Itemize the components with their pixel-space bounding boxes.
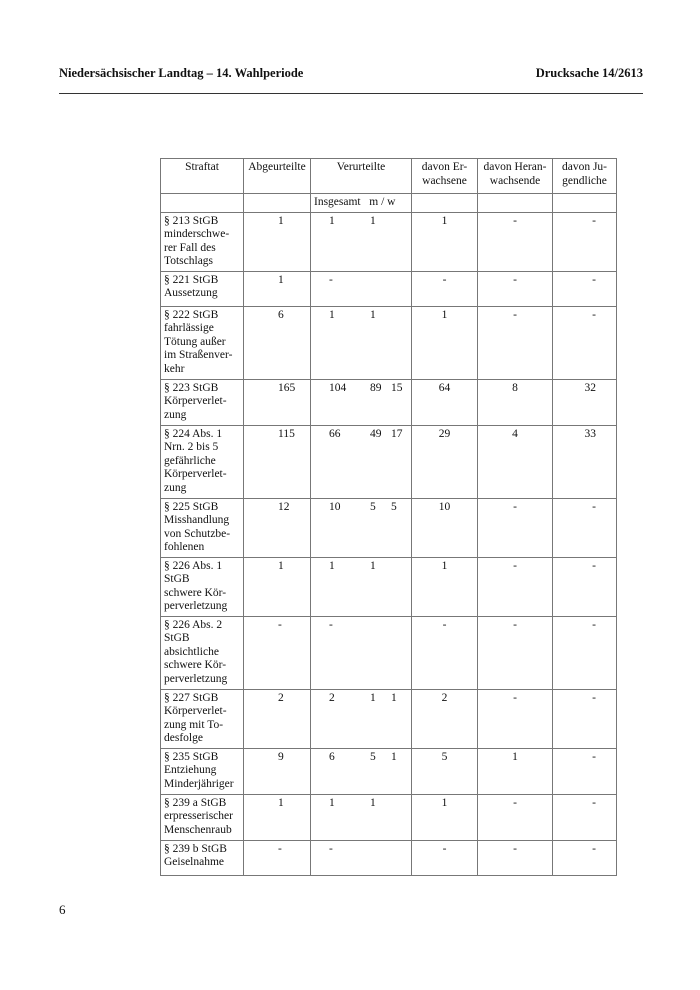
- cell-verurteilte-m: 5: [370, 750, 376, 763]
- cell-jugendliche: -: [553, 689, 617, 748]
- cell-verurteilte-insgesamt: -: [329, 273, 333, 286]
- cell-verurteilte: [311, 557, 412, 616]
- cell-heranwachsende: -: [478, 498, 553, 557]
- cell-verurteilte-m: 49: [370, 427, 382, 440]
- table-row: [161, 748, 617, 794]
- cell-verurteilte-insgesamt: 104: [329, 381, 347, 394]
- cell-abgeurteilte: -: [244, 616, 311, 689]
- cell-verurteilte: [311, 271, 412, 306]
- cell-verurteilte-w: 1: [391, 750, 397, 763]
- cell-straftat: § 213 StGB minderschwe- rer Fall des Totschlags: [161, 212, 244, 271]
- cell-erwachsene: 2: [412, 689, 478, 748]
- cell-verurteilte-insgesamt: 66: [329, 427, 341, 440]
- cell-jugendliche: -: [553, 840, 617, 875]
- cell-erwachsene: 5: [412, 748, 478, 794]
- cell-jugendliche: -: [553, 271, 617, 306]
- cell-verurteilte-m: 89: [370, 381, 382, 394]
- table-row: [161, 794, 617, 840]
- table-row: [161, 306, 617, 379]
- cell-abgeurteilte: 1: [244, 794, 311, 840]
- column-header-verurteilte: Verurteilte: [311, 159, 412, 194]
- cell-erwachsene: 29: [412, 425, 478, 498]
- cell-verurteilte: [311, 689, 412, 748]
- cell-verurteilte-insgesamt: 1: [329, 559, 335, 572]
- cell-verurteilte: [311, 212, 412, 271]
- cell-verurteilte-insgesamt: 1: [329, 214, 335, 227]
- cell-heranwachsende: 8: [478, 379, 553, 425]
- cell-heranwachsende: -: [478, 689, 553, 748]
- cell-jugendliche: -: [553, 212, 617, 271]
- cell-abgeurteilte: 1: [244, 557, 311, 616]
- table-row: [161, 498, 617, 557]
- column-header-heranwachsende: davon Heran- wachsende: [478, 159, 553, 194]
- cell-jugendliche: -: [553, 748, 617, 794]
- cell-verurteilte: [311, 616, 412, 689]
- cell-heranwachsende: 4: [478, 425, 553, 498]
- cell-straftat: § 222 StGB fahrlässige Tötung außer im Straßenver- kehr: [161, 306, 244, 379]
- table-row: [161, 689, 617, 748]
- cell-heranwachsende: -: [478, 794, 553, 840]
- cell-abgeurteilte: 115: [244, 425, 311, 498]
- cell-verurteilte-insgesamt: 1: [329, 796, 335, 809]
- cell-heranwachsende: -: [478, 271, 553, 306]
- column-header-straftat: Straftat: [161, 159, 244, 194]
- cell-erwachsene: 1: [412, 306, 478, 379]
- cell-straftat: § 223 StGB Körperverlet- zung: [161, 379, 244, 425]
- table-row: [161, 379, 617, 425]
- cell-verurteilte-w: 1: [391, 691, 397, 704]
- column-header-abgeurteilte: Abgeurteilte: [244, 159, 311, 194]
- cell-jugendliche: -: [553, 557, 617, 616]
- cell-jugendliche: -: [553, 794, 617, 840]
- cell-straftat: § 235 StGB Entziehung Minderjähriger: [161, 748, 244, 794]
- cell-verurteilte-m: 1: [370, 559, 376, 572]
- cell-erwachsene: 1: [412, 794, 478, 840]
- cell-verurteilte-w: 15: [391, 381, 403, 394]
- header-rule: [59, 93, 643, 94]
- cell-verurteilte: [311, 425, 412, 498]
- column-header-jugendliche: davon Ju- gendliche: [553, 159, 617, 194]
- cell-verurteilte-insgesamt: 10: [329, 500, 341, 513]
- cell-straftat: § 225 StGB Misshandlung von Schutzbe- fohlenen: [161, 498, 244, 557]
- cell-erwachsene: -: [412, 840, 478, 875]
- table-header-row: [161, 159, 617, 194]
- cell-verurteilte-insgesamt: -: [329, 842, 333, 855]
- cell-verurteilte: [311, 498, 412, 557]
- cell-heranwachsende: -: [478, 616, 553, 689]
- cell-jugendliche: -: [553, 306, 617, 379]
- cell-verurteilte-insgesamt: 6: [329, 750, 335, 763]
- cell-verurteilte: [311, 306, 412, 379]
- cell-abgeurteilte: 2: [244, 689, 311, 748]
- header-document-number: Drucksache 14/2613: [535, 66, 643, 80]
- cell-erwachsene: 10: [412, 498, 478, 557]
- cell-abgeurteilte: 1: [244, 212, 311, 271]
- cell-straftat: § 227 StGB Körperverlet- zung mit To- desfolge: [161, 689, 244, 748]
- table-row: [161, 840, 617, 875]
- cell-verurteilte-w: 17: [391, 427, 403, 440]
- cell-verurteilte: [311, 748, 412, 794]
- table-row: [161, 271, 617, 306]
- table-row: [161, 616, 617, 689]
- page-header: [59, 66, 643, 86]
- table-subheader-row: [161, 194, 617, 213]
- cell-verurteilte-m: 5: [370, 500, 376, 513]
- cell-heranwachsende: -: [478, 306, 553, 379]
- cell-verurteilte-m: 1: [370, 691, 376, 704]
- cell-erwachsene: -: [412, 271, 478, 306]
- cell-jugendliche: 33: [553, 425, 617, 498]
- cell-straftat: § 224 Abs. 1 Nrn. 2 bis 5 gefährliche Körperverlet- zung: [161, 425, 244, 498]
- table-row: [161, 212, 617, 271]
- cell-straftat: § 221 StGB Aussetzung: [161, 271, 244, 306]
- cell-erwachsene: 64: [412, 379, 478, 425]
- cell-abgeurteilte: 12: [244, 498, 311, 557]
- cell-abgeurteilte: 6: [244, 306, 311, 379]
- cell-straftat: § 239 a StGB erpresserischer Menschenraub: [161, 794, 244, 840]
- cell-heranwachsende: 1: [478, 748, 553, 794]
- cell-heranwachsende: -: [478, 212, 553, 271]
- cell-verurteilte-w: 5: [391, 500, 397, 513]
- cell-straftat: § 226 Abs. 2 StGB absichtliche schwere Kör- perverletzung: [161, 616, 244, 689]
- cell-abgeurteilte: 165: [244, 379, 311, 425]
- cell-jugendliche: 32: [553, 379, 617, 425]
- cell-verurteilte-insgesamt: 2: [329, 691, 335, 704]
- header-title: Niedersächsischer Landtag – 14. Wahlperiode: [59, 66, 304, 80]
- cell-abgeurteilte: 9: [244, 748, 311, 794]
- cell-verurteilte-insgesamt: -: [329, 618, 333, 631]
- cell-verurteilte-m: 1: [370, 796, 376, 809]
- cell-verurteilte: [311, 379, 412, 425]
- cell-erwachsene: 1: [412, 212, 478, 271]
- cell-verurteilte-m: 1: [370, 214, 376, 227]
- cell-verurteilte: [311, 840, 412, 875]
- cell-heranwachsende: -: [478, 840, 553, 875]
- table-row: [161, 425, 617, 498]
- cell-abgeurteilte: -: [244, 840, 311, 875]
- cell-heranwachsende: -: [478, 557, 553, 616]
- cell-erwachsene: -: [412, 616, 478, 689]
- cell-erwachsene: 1: [412, 557, 478, 616]
- cell-jugendliche: -: [553, 616, 617, 689]
- subheader-insgesamt-mw: Insgesamt m / w: [311, 194, 412, 213]
- cell-straftat: § 239 b StGB Geiselnahme: [161, 840, 244, 875]
- cell-verurteilte-m: 1: [370, 308, 376, 321]
- cell-verurteilte: [311, 794, 412, 840]
- cell-verurteilte-insgesamt: 1: [329, 308, 335, 321]
- cell-abgeurteilte: 1: [244, 271, 311, 306]
- page-number: 6: [59, 902, 66, 917]
- statistics-table: [160, 158, 617, 876]
- column-header-erwachsene: davon Er- wachsene: [412, 159, 478, 194]
- cell-straftat: § 226 Abs. 1 StGB schwere Kör- perverletzung: [161, 557, 244, 616]
- cell-jugendliche: -: [553, 498, 617, 557]
- table-row: [161, 557, 617, 616]
